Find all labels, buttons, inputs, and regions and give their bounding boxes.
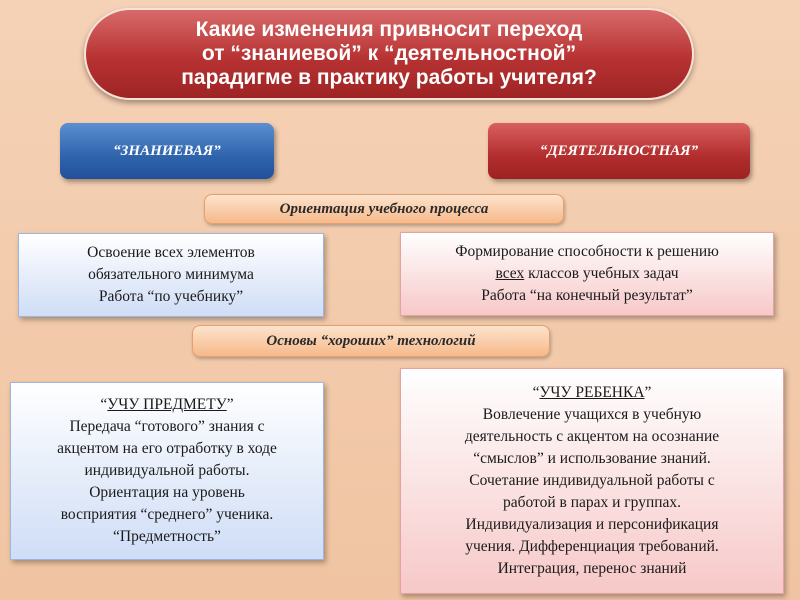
box-line: деятельность с акцентом на осознание	[464, 428, 720, 445]
box-line: обязательного минимума	[88, 266, 254, 283]
slide-title	[84, 8, 694, 100]
box-line: восприятия “среднего” ученика.	[60, 506, 274, 523]
knowledge-orientation-box	[18, 233, 324, 317]
knowledge-paradigm-label: “ЗНАНИЕВАЯ”	[60, 123, 274, 179]
box-line: “смыслов” и использование знаний.	[473, 450, 711, 467]
box-heading: “УЧУ РЕБЕНКА”	[532, 384, 652, 401]
box-line: Освоение всех элементов	[87, 244, 255, 261]
teach-child-box	[400, 368, 784, 594]
orientation-band: Ориентация учебного процесса	[204, 194, 564, 224]
box-line: “Предметность”	[113, 528, 221, 545]
title-line-3: парадигме в практику работы учителя?	[181, 66, 597, 89]
technologies-band: Основы “хороших” технологий	[192, 325, 550, 357]
box-line: Формирование способности к решению	[455, 243, 719, 260]
box-line: Ориентация на уровень	[89, 484, 245, 501]
box-heading: “УЧУ ПРЕДМЕТУ”	[100, 396, 234, 413]
box-line: индивидуальной работы.	[84, 462, 250, 479]
box-line: Интеграция, перенос знаний	[497, 560, 687, 577]
box-line	[401, 263, 773, 285]
box-line: акцентом на его отработку в ходе	[57, 440, 277, 457]
box-line: Передача “готового” знания с	[69, 418, 265, 435]
underlined-word: всех	[495, 265, 525, 282]
box-line: учения. Дифференциация требований.	[465, 538, 719, 555]
activity-paradigm-label: “ДЕЯТЕЛЬНОСТНАЯ”	[488, 123, 750, 179]
box-line: работой в парах и группах.	[502, 494, 682, 511]
activity-orientation-box	[400, 232, 774, 316]
box-line: Сочетание индивидуальной работы с	[469, 472, 715, 489]
box-line: Работа “по учебнику”	[98, 288, 244, 305]
teach-subject-box	[10, 382, 324, 560]
box-line: Работа “на конечный результат”	[481, 287, 693, 304]
box-line: Индивидуализация и персонификация	[465, 516, 719, 533]
title-line-1: Какие изменения привносит переход	[195, 18, 583, 41]
box-line: Вовлечение учащихся в учебную	[482, 406, 702, 423]
box-line-rest: классов учебных задач	[524, 265, 679, 282]
title-line-2: от “знаниевой” к “деятельностной”	[201, 42, 577, 65]
